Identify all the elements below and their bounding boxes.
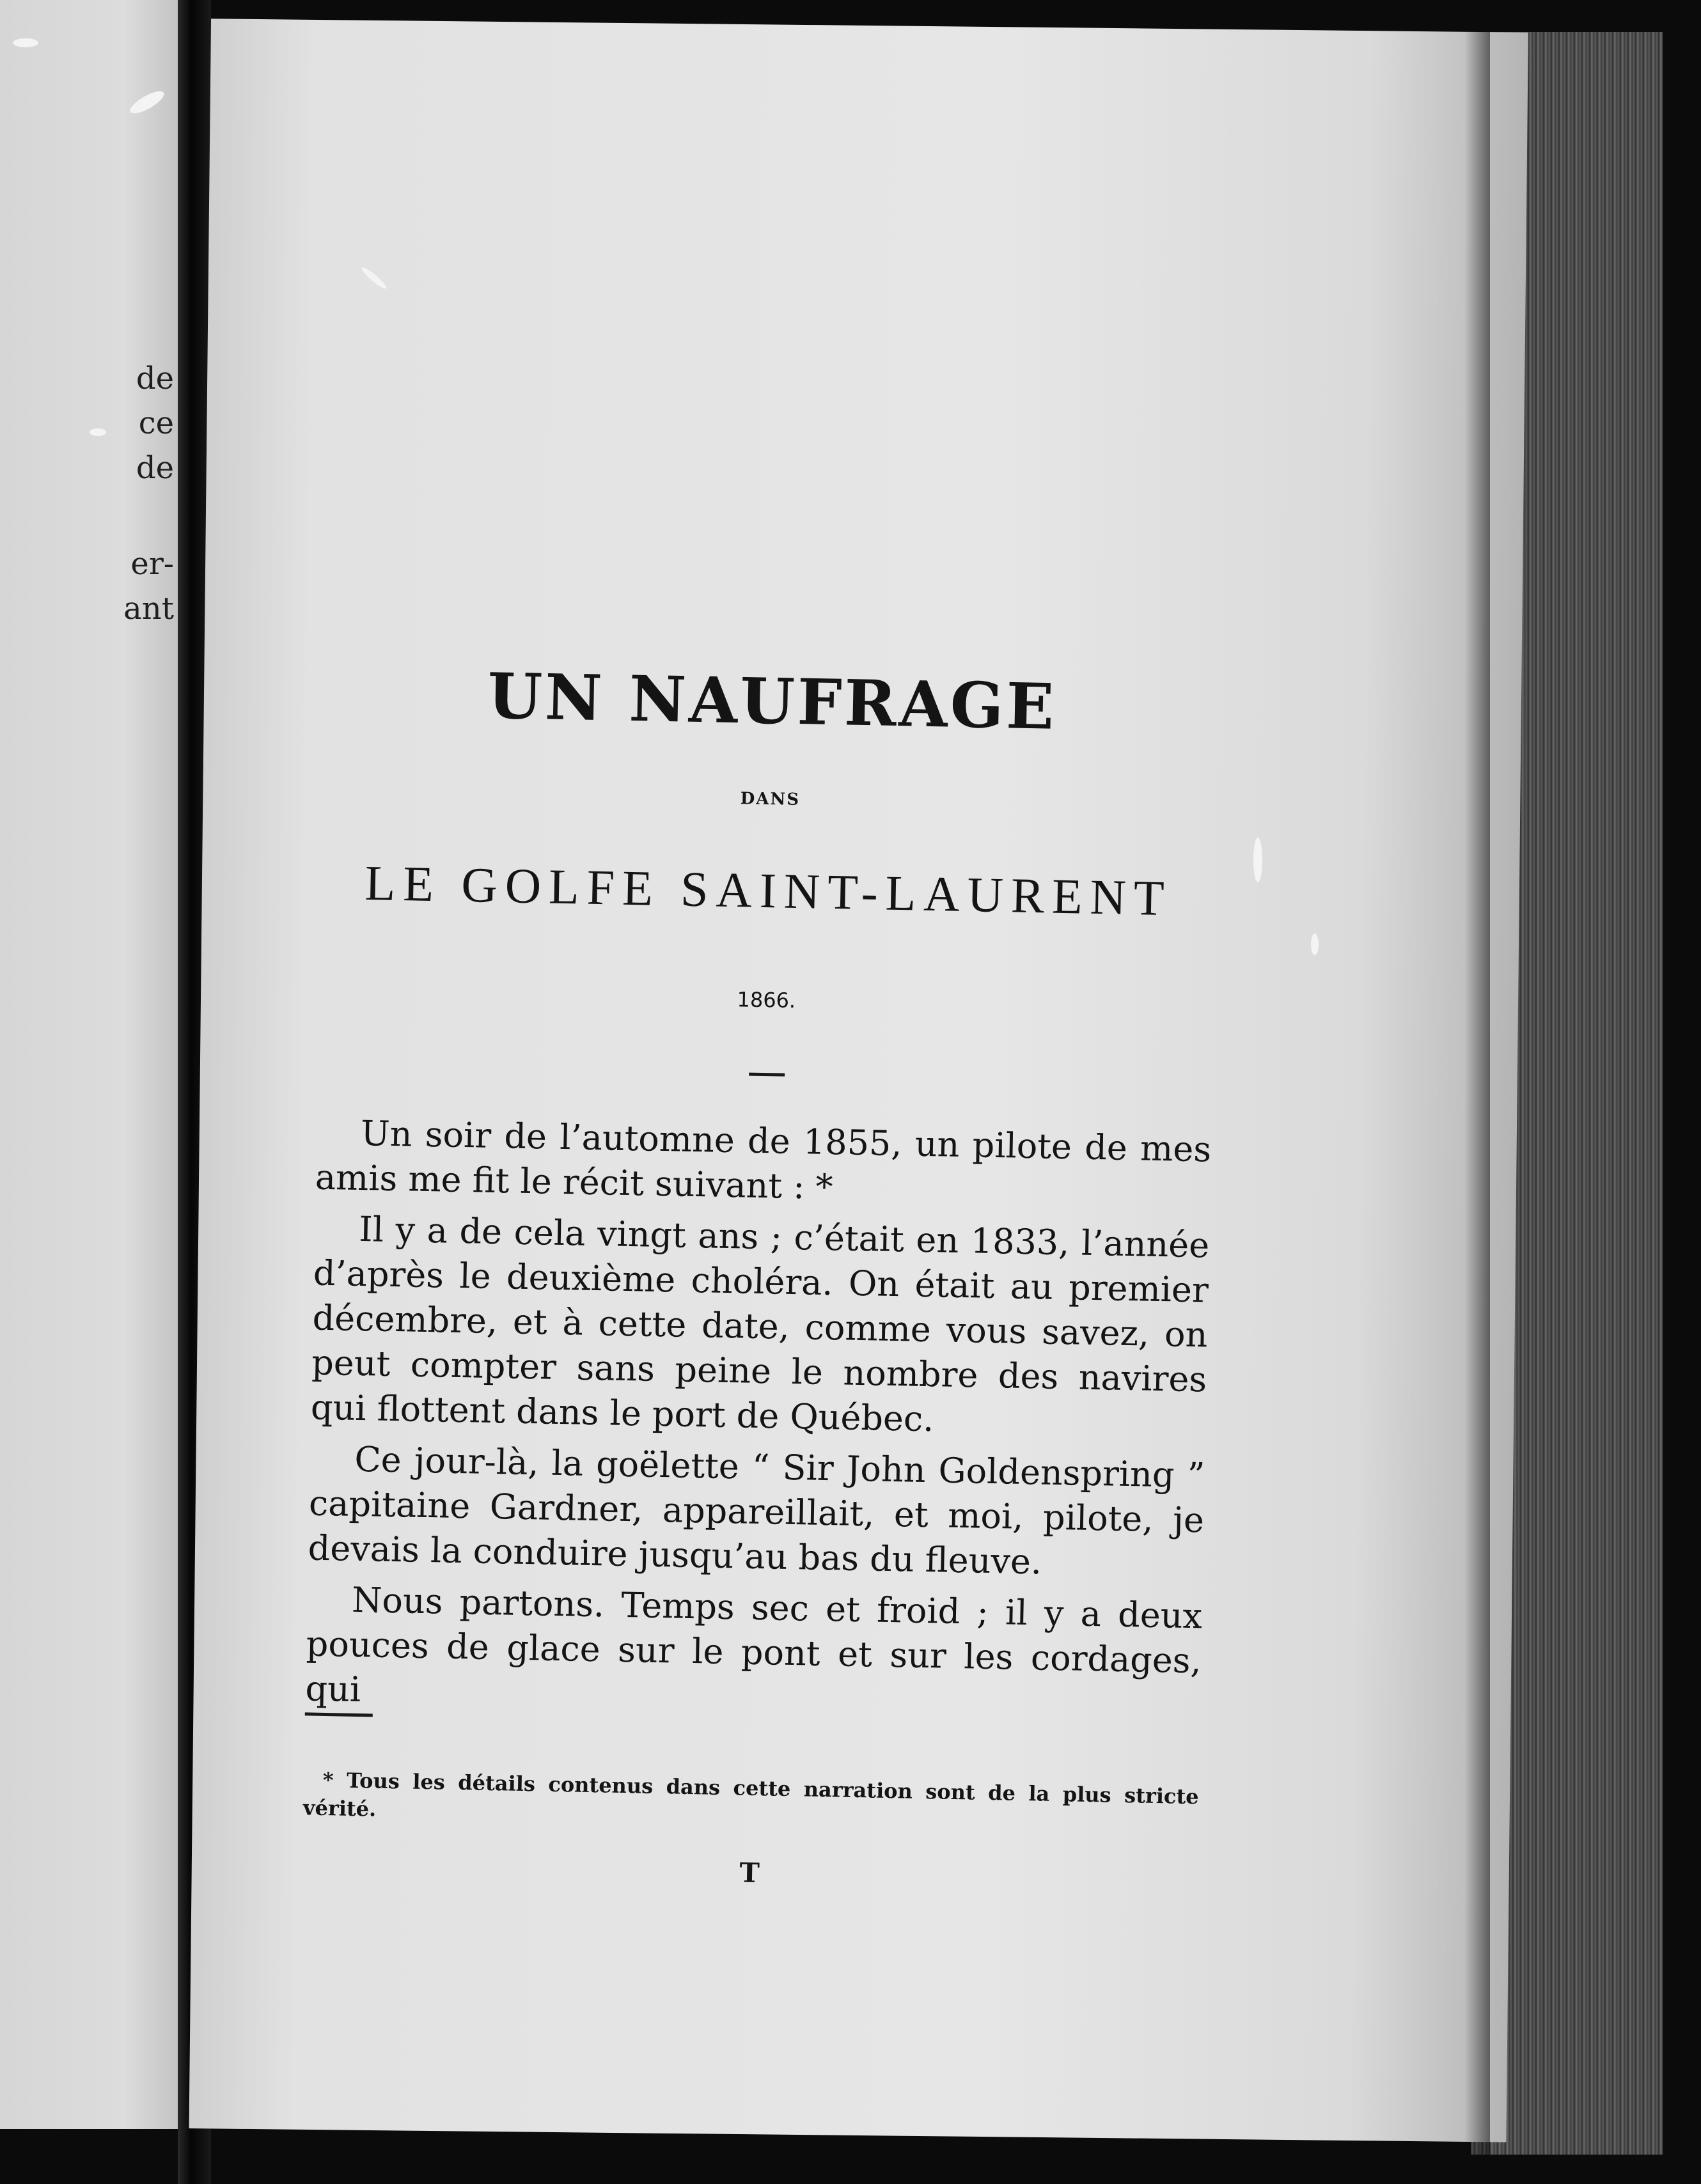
dust-speck xyxy=(90,428,106,436)
page-content xyxy=(296,0,1233,2184)
page-edge-shadow xyxy=(1464,32,1490,2155)
title-connector: DANS xyxy=(740,789,801,810)
dust-speck xyxy=(13,38,38,47)
footnote: * Tous les détails contenus dans cette narration sont de la plus stricte vérité. xyxy=(302,1767,1199,1821)
paragraph: Il y a de cela vingt ans ; c’était en 1833, l’année d’après le deuxième choléra. On était au premier décembre, et à cette date, comme vous savez, on peut compter sans peine le nombre des navires qui flottent dans le port de Québec. xyxy=(310,1208,1210,1440)
chapter-title: UN NAUFRAGE xyxy=(487,659,1058,744)
left-page-fragment: ant xyxy=(123,591,174,627)
left-page-fragment: ce xyxy=(138,405,174,441)
left-page-fragment: de xyxy=(136,450,174,486)
left-page-fragment: er- xyxy=(130,546,174,582)
chapter-year: 1866. xyxy=(737,987,796,1013)
left-page-fragment: de xyxy=(136,361,174,396)
paragraph: Un soir de l’automne de 1855, un pilote de mes amis me fit le récit suivant : * xyxy=(315,1112,1212,1208)
chapter-subtitle: LE GOLFE SAINT-LAURENT xyxy=(364,855,1173,926)
dust-speck xyxy=(1311,933,1319,955)
previous-page-fragment xyxy=(0,0,178,2129)
heading-separator xyxy=(749,1073,785,1077)
signature-mark: T xyxy=(739,1857,760,1889)
paragraph: Nous partons. Temps sec et froid ; il y a deux pouces de glace sur le pont et sur les cordages, qui xyxy=(304,1579,1203,1710)
dust-speck xyxy=(1253,838,1262,882)
paragraph: Ce jour-là, la goëlette “ Sir John Goldenspring ” capitaine Gardner, appareillait, et moi, pilote, je devais la conduire jusqu’au bas du fleuve. xyxy=(308,1439,1205,1582)
body-text xyxy=(305,1111,1212,1735)
